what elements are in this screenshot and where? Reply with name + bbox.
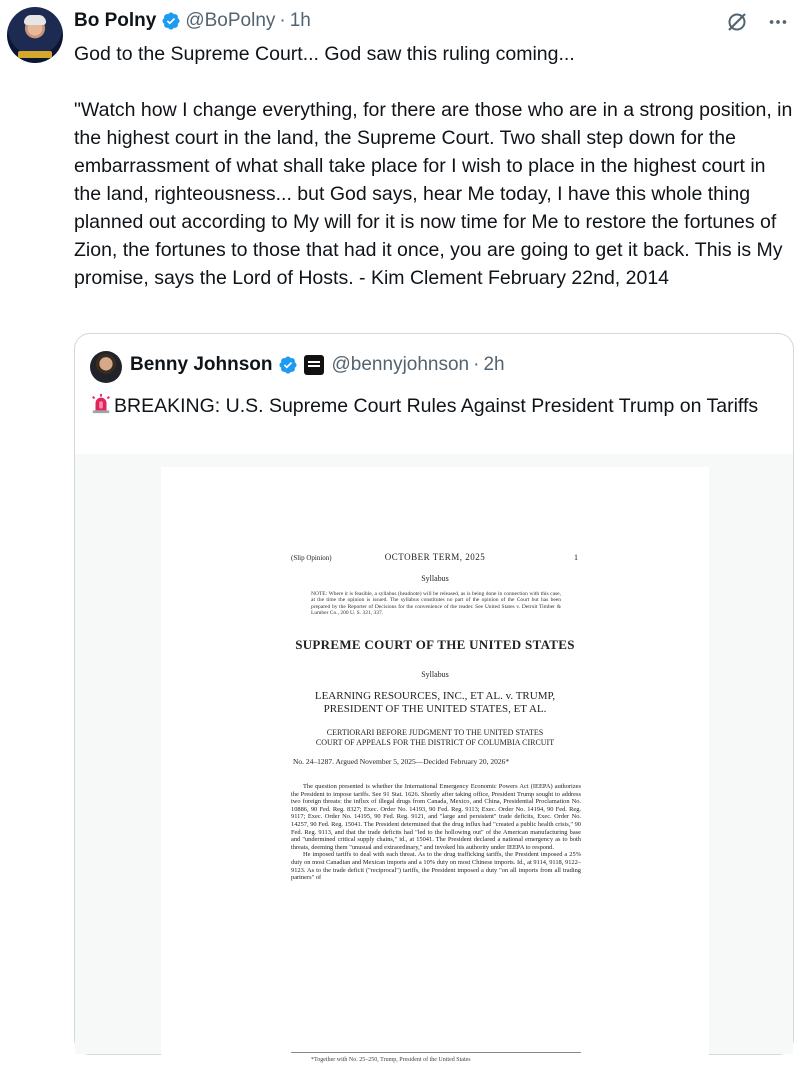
doc-body-p2: He imposed tariffs to deal with each threat. As to the drug trafficking tariffs, the President imposed a 25% duty on most Canadian and Mexican imports and a 10% duty on most Chinese imports. Id., at 9114, 9118, 9122–9123. As to the trade deficit ("reciprocal") tariffs, the President imposed a duty "on all imports from all trading partners" of: [291, 851, 581, 882]
doc-docket: No. 24–1287. Argued November 5, 2025—Decided February 20, 2026*: [293, 757, 510, 766]
doc-footnote-rule: [291, 1052, 581, 1053]
doc-syllabus-label: Syllabus: [421, 574, 449, 583]
doc-body: [291, 783, 581, 882]
quoted-author-handle[interactable]: @bennyjohnson: [331, 354, 470, 375]
quoted-verified-badge-icon: [278, 355, 298, 375]
author-handle[interactable]: @BoPolny: [185, 10, 276, 31]
quoted-author-name[interactable]: Benny Johnson: [130, 354, 273, 375]
quoted-author-avatar[interactable]: [90, 351, 122, 383]
attached-document-image[interactable]: [161, 467, 709, 1067]
doc-court-title: SUPREME COURT OF THE UNITED STATES: [295, 637, 575, 652]
author-name[interactable]: Bo Polny: [74, 10, 157, 31]
tweet-actions-top: [725, 10, 789, 34]
more-options-icon[interactable]: [767, 11, 789, 33]
quoted-separator-dot: ·: [473, 354, 480, 375]
affiliation-badge-icon[interactable]: [304, 355, 324, 375]
doc-note: NOTE: Where it is feasible, a syllabus (headnote) will be released, as is being done in connection with this case, at the time the opinion is issued. The syllabus constitutes no part of the opinion of the Court but has been prepared by the Reporter of Decisions for the convenience of the reader. See United States v. Detroit Timber & Lumber Co., 200 U. S. 321, 337.: [311, 591, 561, 617]
separator-dot: ·: [279, 10, 286, 31]
tweet-time[interactable]: 1h: [289, 10, 311, 31]
quoted-tweet-card[interactable]: [74, 333, 794, 1063]
tweet-header: [74, 8, 311, 34]
tweet-line1: God to the Supreme Court... God saw this ruling coming...: [74, 43, 575, 65]
doc-syllabus-label-2: Syllabus: [421, 670, 449, 679]
siren-icon: [90, 393, 112, 415]
quoted-tweet-time[interactable]: 2h: [483, 354, 505, 375]
quoted-tweet-text-content: BREAKING: U.S. Supreme Court Rules Against President Trump on Tariffs: [114, 395, 759, 417]
author-avatar[interactable]: [7, 7, 63, 63]
grok-icon[interactable]: [725, 10, 749, 34]
doc-slip-opinion: (Slip Opinion): [291, 554, 332, 562]
tweet-quote-paragraph: "Watch how I change everything, for there are those who are in a strong position, in the highest court in the land, the Supreme Court. Two shall step down for the embarrassment of what shall take place for I wish to place in the highest court in the land, righteousness... but God says, hear Me today, I have this whole thing planned out according to My will for it is now time for Me to restore the fortunes of Zion, the fortunes to those that had it once, you are going to get it back. This is My promise, says the Lord of Hosts. - Kim Clement February 22nd, 2014: [74, 99, 793, 289]
doc-cert-line2: COURT OF APPEALS FOR THE DISTRICT OF COLUMBIA CIRCUIT: [315, 738, 555, 747]
doc-body-p1: The question presented is whether the International Emergency Economic Powers Act (IEEPA) authorizes the President to impose tariffs. See 91 Stat. 1626. Shortly after taking office, President Trump sought to address two foreign threats: the influx of illegal drugs from Canada, Mexico, and China, Presidential Proclamation No. 10886, 90 Fed. Reg. 8327; Exec. Order No. 14193, 90 Fed. Reg. 9113; Exec. Order No. 14194, 90 Fed. Reg. 9117; Exec. Order No. 14195, 90 Fed. Reg. 9121, and "large and persistent" trade deficits, Exec. Order No. 14257, 90 Fed. Reg. 15041. The President determined that the drug influx had "created a public health crisis," 90 Fed. Reg. 9113, and that the trade deficits had "led to the hollowing out" of the American manufacturing base and "undermined critical supply chains," id., at 15041. The President declared a national emergency as to both threats, deeming them "unusual and extraordinary," and invoked his authority under IEEPA to respond.: [291, 783, 581, 851]
doc-parties-line1: LEARNING RESOURCES, INC., ET AL. v. TRUMP,: [314, 690, 556, 702]
doc-cert-line1: CERTIORARI BEFORE JUDGMENT TO THE UNITED STATES: [326, 728, 544, 737]
quoted-tweet-header: [130, 354, 505, 376]
avatar-hair: [24, 15, 46, 25]
doc-parties: [161, 690, 709, 716]
doc-term: OCTOBER TERM, 2025: [384, 552, 486, 562]
doc-footnote: *Together with No. 25–250, Trump, President of the United States: [311, 1057, 471, 1063]
tweet-body: [74, 40, 794, 292]
doc-certiorari: [161, 728, 709, 748]
quoted-tweet-text: [90, 392, 780, 420]
verified-badge-icon: [161, 11, 181, 31]
doc-page-number: 1: [574, 553, 578, 562]
avatar-badge: [18, 51, 52, 58]
doc-parties-line2: PRESIDENT OF THE UNITED STATES, ET AL.: [323, 703, 547, 715]
